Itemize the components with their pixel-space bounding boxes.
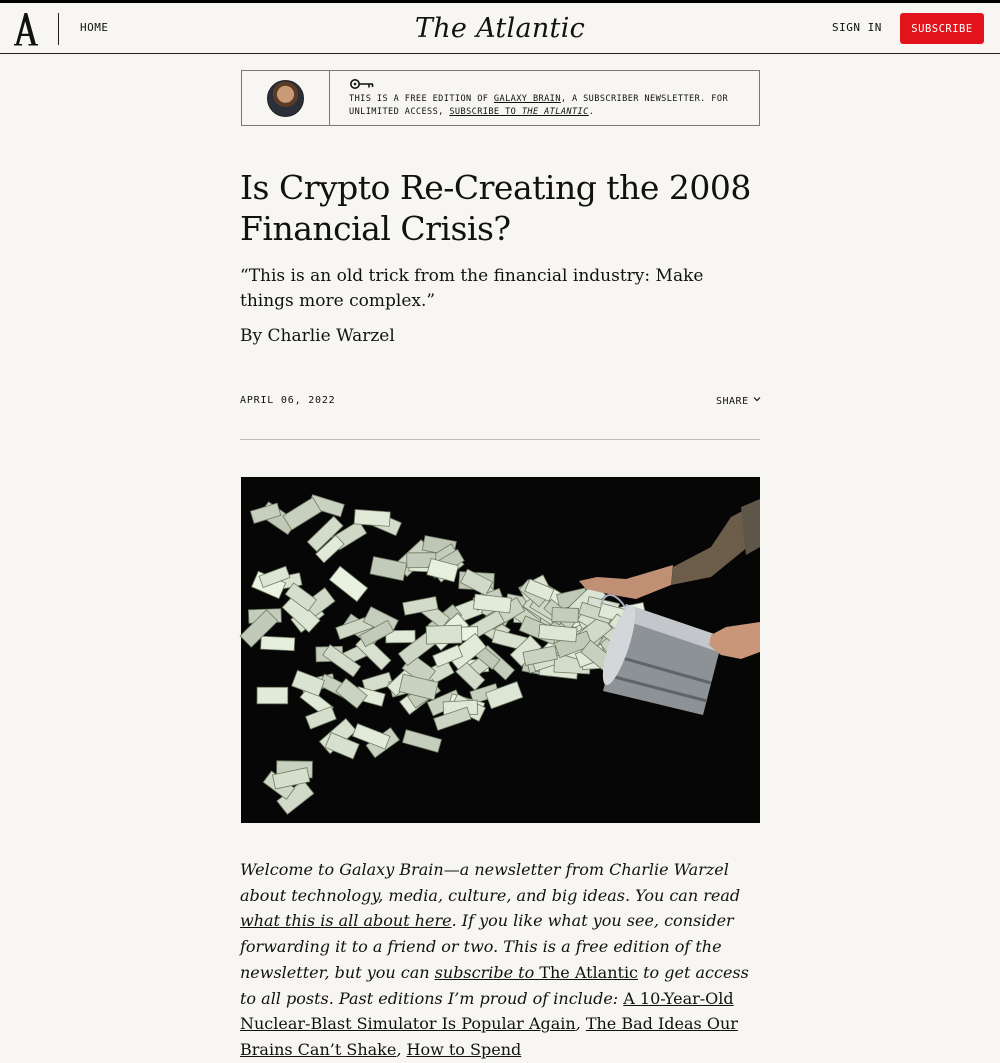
- about-link[interactable]: what this is all about here: [240, 911, 452, 931]
- dollar-bill: [261, 636, 295, 651]
- author-link[interactable]: Charlie Warzel: [267, 326, 395, 346]
- header-rule: [240, 439, 760, 440]
- promo-subscribe-link[interactable]: [449, 107, 588, 117]
- promo-subscribe-brand: THE ATLANTIC: [521, 107, 589, 117]
- brand-link[interactable]: The Atlantic: [414, 13, 586, 44]
- share-button[interactable]: [716, 395, 761, 407]
- dollar-bill: [539, 624, 578, 641]
- past-edition-link[interactable]: A 10-Year-Old Nuclear-Blast Simulator Is Popular Again: [240, 988, 734, 1034]
- body-text: ,: [396, 1039, 407, 1059]
- sign-in-link[interactable]: SIGN IN: [832, 21, 882, 34]
- lead-image: [241, 477, 760, 823]
- body-subscribe-link[interactable]: [435, 963, 638, 982]
- share-label: SHARE: [716, 396, 749, 407]
- past-edition-link[interactable]: The Bad Ideas Our Brains Can’t Shake: [240, 1014, 738, 1059]
- key-icon: [349, 78, 375, 90]
- chevron-down-icon: [753, 395, 761, 403]
- subscribe-button[interactable]: SUBSCRIBE: [900, 13, 984, 44]
- publish-date: APRIL 06, 2022: [240, 395, 336, 406]
- dollar-bill: [552, 607, 579, 622]
- body-text: ,: [575, 1014, 586, 1034]
- promo-text-part: THIS IS A FREE EDITION OF: [349, 94, 494, 104]
- body-text: to get access to all posts. Past editions I’m proud of include:: [240, 962, 749, 1008]
- dollar-bill: [257, 687, 288, 704]
- byline-prefix: By: [240, 326, 268, 346]
- body-text: Welcome to Galaxy Brain—a newsletter from Charlie Warzel about technology, media, culture, and big ideas. You can read: [240, 860, 741, 905]
- site-header: [0, 3, 1000, 54]
- galaxy-brain-link[interactable]: GALAXY BRAIN: [493, 94, 561, 104]
- promo-text-part: , A SUBSCRIBER NEWSLETTER. FOR UNLIMITED ACCESS,: [349, 94, 729, 117]
- body-subscribe-prefix: subscribe to: [434, 962, 540, 982]
- article-body: [240, 857, 762, 1063]
- header-divider: [58, 13, 59, 45]
- body-text: . If you like what you see, consider forwarding it to a friend or two. This is a free edition of the newsletter, but you can: [240, 911, 734, 982]
- promo-text-part: .: [588, 107, 595, 117]
- article-dek: “This is an old trick from the financial industry: Make things more complex.”: [240, 266, 704, 311]
- body-subscribe-brand: The Atlantic: [539, 962, 639, 982]
- past-edition-link[interactable]: How to Spend: [406, 1039, 522, 1059]
- newsletter-promo: [241, 70, 760, 126]
- author-avatar: [267, 80, 304, 117]
- money-bucket-illustration: [241, 477, 760, 823]
- promo-text: [349, 93, 749, 119]
- dollar-bill: [354, 509, 390, 526]
- dollar-bill: [426, 625, 462, 644]
- article-byline: [240, 326, 395, 346]
- promo-avatar-cell: [242, 71, 330, 125]
- home-link[interactable]: HOME: [80, 21, 109, 34]
- atlantic-logo-icon[interactable]: [14, 12, 38, 46]
- promo-subscribe-prefix: SUBSCRIBE TO: [449, 107, 522, 117]
- article-headline: Is Crypto Re-Creating the 2008 Financial Crisis?: [240, 168, 751, 248]
